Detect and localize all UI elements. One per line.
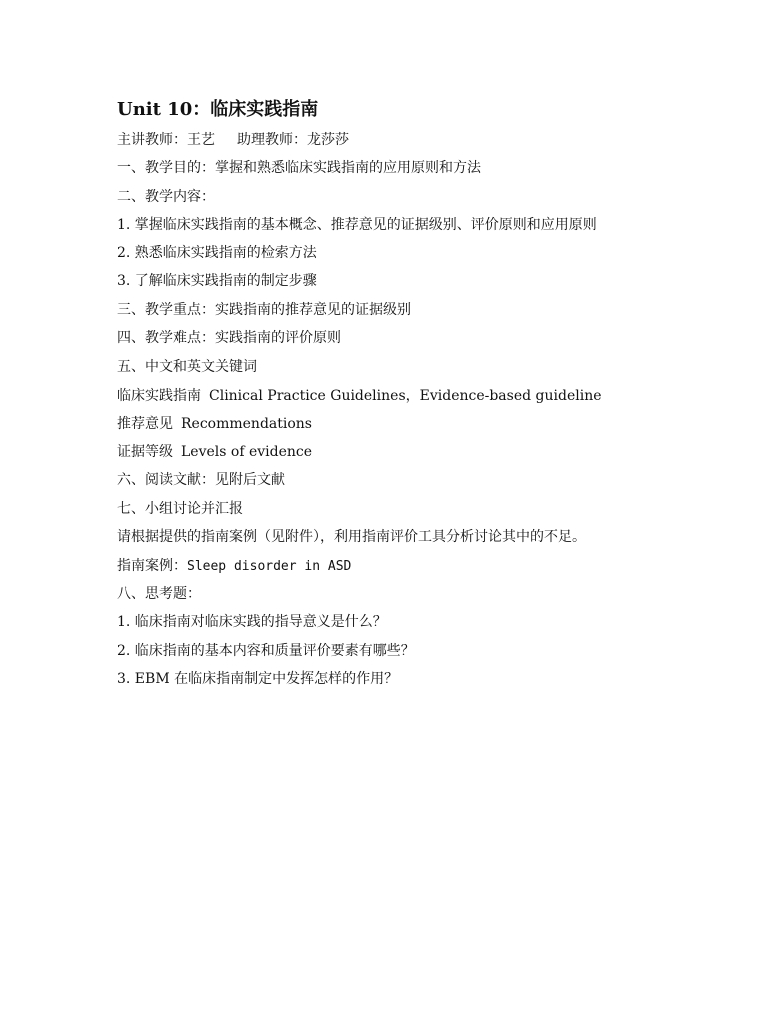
objective-heading: 一、教学目的： [117,160,215,176]
case-label: 指南案例： [117,558,187,574]
questions-heading: 八、思考题： [117,586,201,602]
case-line [117,557,351,576]
keyword-en: Recommendations [181,416,312,432]
keyword-en: Clinical Practice Guidelines，Evidence-based guideline [209,388,602,404]
content-item: 2. 熟悉临床实践指南的检索方法 [117,245,317,261]
key-point-line [117,301,411,319]
keyword-row [117,443,312,461]
content-item: 1. 掌握临床实践指南的基本概念、推荐意见的证据级别、评价原则和应用原则 [117,217,597,233]
objective-text: 掌握和熟悉临床实践指南的应用原则和方法 [215,160,481,176]
discussion-heading: 七、小组讨论并汇报 [117,501,243,517]
assistant-instructor-label: 助理教师： [237,132,307,148]
keyword-en: Levels of evidence [181,444,313,460]
keywords-heading: 五、中文和英文关键词 [117,359,257,375]
question-item: 3. EBM 在临床指南制定中发挥怎样的作用？ [117,671,399,687]
content-heading: 二、教学内容： [117,189,215,205]
difficulty-heading: 四、教学难点： [117,330,215,346]
reading-heading: 六、阅读文献： [117,472,215,488]
difficulty-text: 实践指南的评价原则 [215,330,341,346]
lead-instructor-label: 主讲教师： [117,132,187,148]
keyword-row [117,387,602,405]
document-title: Unit 10：临床实践指南 [117,99,319,120]
reading-line [117,471,285,489]
assistant-instructor-name: 龙莎莎 [307,132,349,148]
discussion-text: 请根据提供的指南案例（见附件），利用指南评价工具分析讨论其中的不足。 [117,529,586,545]
keyword-row [117,415,312,433]
keyword-zh: 推荐意见 [117,416,173,432]
lead-instructor-name: 王艺 [187,132,215,148]
keyword-zh: 临床实践指南 [117,388,201,404]
case-value: Sleep disorder in ASD [187,559,352,574]
key-point-heading: 三、教学重点： [117,302,215,318]
difficulty-line [117,329,341,347]
key-point-text: 实践指南的推荐意见的证据级别 [215,302,411,318]
objective-line [117,159,481,177]
keyword-zh: 证据等级 [117,444,173,460]
instructors-line [117,131,349,149]
question-item: 2. 临床指南的基本内容和质量评价要素有哪些？ [117,643,415,659]
reading-text: 见附后文献 [215,472,285,488]
question-item: 1. 临床指南对临床实践的指导意义是什么？ [117,614,387,630]
content-item: 3. 了解临床实践指南的制定步骤 [117,273,317,289]
